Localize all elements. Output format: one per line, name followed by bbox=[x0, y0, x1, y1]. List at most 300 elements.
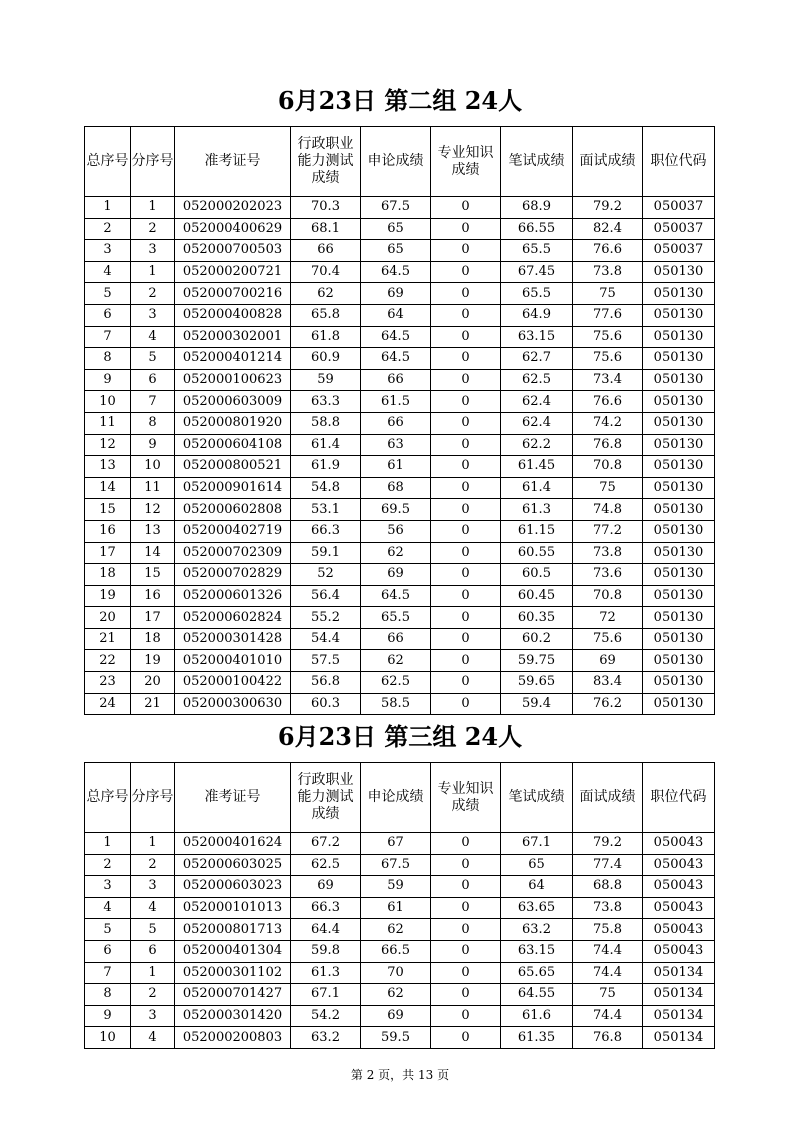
table-row bbox=[85, 962, 715, 984]
cell-written-score: 62.4 bbox=[501, 412, 573, 434]
cell-essay-score: 59.5 bbox=[361, 1027, 431, 1049]
cell-aptitude-score: 59.8 bbox=[291, 940, 361, 962]
cell-position-code: 050130 bbox=[643, 391, 715, 413]
cell-sub-index: 4 bbox=[131, 326, 175, 348]
cell-position-code: 050134 bbox=[643, 962, 715, 984]
cell-professional-score: 0 bbox=[431, 650, 501, 672]
cell-aptitude-score: 61.8 bbox=[291, 326, 361, 348]
cell-position-code: 050130 bbox=[643, 477, 715, 499]
cell-essay-score: 61 bbox=[361, 456, 431, 478]
cell-interview-score: 73.8 bbox=[573, 897, 643, 919]
cell-aptitude-score: 58.8 bbox=[291, 412, 361, 434]
cell-exam-id: 052000400828 bbox=[175, 304, 291, 326]
cell-essay-score: 62 bbox=[361, 650, 431, 672]
cell-sub-index: 14 bbox=[131, 542, 175, 564]
cell-interview-score: 75.6 bbox=[573, 348, 643, 370]
cell-written-score: 65.5 bbox=[501, 283, 573, 305]
cell-interview-score: 75 bbox=[573, 283, 643, 305]
cell-essay-score: 65 bbox=[361, 218, 431, 240]
table-row bbox=[85, 650, 715, 672]
column-header-essay-score: 申论成绩 bbox=[361, 127, 431, 197]
cell-exam-id: 052000701427 bbox=[175, 984, 291, 1006]
cell-interview-score: 74.4 bbox=[573, 940, 643, 962]
cell-interview-score: 74.2 bbox=[573, 412, 643, 434]
cell-interview-score: 68.8 bbox=[573, 876, 643, 898]
cell-interview-score: 76.8 bbox=[573, 434, 643, 456]
cell-aptitude-score: 59 bbox=[291, 369, 361, 391]
cell-total-index: 21 bbox=[85, 628, 131, 650]
cell-exam-id: 052000401214 bbox=[175, 348, 291, 370]
cell-interview-score: 75 bbox=[573, 984, 643, 1006]
cell-aptitude-score: 67.1 bbox=[291, 984, 361, 1006]
cell-written-score: 65.65 bbox=[501, 962, 573, 984]
cell-sub-index: 4 bbox=[131, 897, 175, 919]
cell-sub-index: 1 bbox=[131, 261, 175, 283]
cell-professional-score: 0 bbox=[431, 607, 501, 629]
cell-professional-score: 0 bbox=[431, 283, 501, 305]
cell-essay-score: 65.5 bbox=[361, 607, 431, 629]
cell-exam-id: 052000401304 bbox=[175, 940, 291, 962]
cell-exam-id: 052000700503 bbox=[175, 240, 291, 262]
cell-essay-score: 66 bbox=[361, 369, 431, 391]
table-row bbox=[85, 672, 715, 694]
cell-total-index: 9 bbox=[85, 1005, 131, 1027]
cell-total-index: 17 bbox=[85, 542, 131, 564]
cell-professional-score: 0 bbox=[431, 897, 501, 919]
cell-total-index: 8 bbox=[85, 984, 131, 1006]
table-row bbox=[85, 369, 715, 391]
cell-sub-index: 2 bbox=[131, 218, 175, 240]
cell-essay-score: 66 bbox=[361, 412, 431, 434]
table-header bbox=[85, 763, 715, 833]
cell-essay-score: 64.5 bbox=[361, 585, 431, 607]
cell-position-code: 050130 bbox=[643, 456, 715, 478]
cell-written-score: 61.15 bbox=[501, 520, 573, 542]
cell-essay-score: 62.5 bbox=[361, 672, 431, 694]
cell-exam-id: 052000702829 bbox=[175, 564, 291, 586]
cell-aptitude-score: 68.1 bbox=[291, 218, 361, 240]
cell-exam-id: 052000800521 bbox=[175, 456, 291, 478]
cell-position-code: 050130 bbox=[643, 326, 715, 348]
cell-sub-index: 5 bbox=[131, 348, 175, 370]
cell-sub-index: 3 bbox=[131, 240, 175, 262]
cell-sub-index: 3 bbox=[131, 304, 175, 326]
table-header bbox=[85, 127, 715, 197]
cell-total-index: 7 bbox=[85, 326, 131, 348]
cell-position-code: 050130 bbox=[643, 520, 715, 542]
table-row bbox=[85, 897, 715, 919]
cell-position-code: 050037 bbox=[643, 218, 715, 240]
cell-interview-score: 75.8 bbox=[573, 919, 643, 941]
column-header-professional-score: 专业知识成绩 bbox=[431, 127, 501, 197]
cell-position-code: 050130 bbox=[643, 499, 715, 521]
cell-essay-score: 69.5 bbox=[361, 499, 431, 521]
cell-total-index: 13 bbox=[85, 456, 131, 478]
table-row bbox=[85, 197, 715, 219]
cell-sub-index: 13 bbox=[131, 520, 175, 542]
column-header-essay-score: 申论成绩 bbox=[361, 763, 431, 833]
cell-interview-score: 76.2 bbox=[573, 693, 643, 715]
column-header-aptitude-score: 行政职业能力测试成绩 bbox=[291, 127, 361, 197]
cell-aptitude-score: 70.4 bbox=[291, 261, 361, 283]
cell-professional-score: 0 bbox=[431, 434, 501, 456]
table-row bbox=[85, 520, 715, 542]
cell-written-score: 63.15 bbox=[501, 326, 573, 348]
cell-position-code: 050130 bbox=[643, 542, 715, 564]
cell-total-index: 23 bbox=[85, 672, 131, 694]
cell-essay-score: 61 bbox=[361, 897, 431, 919]
cell-exam-id: 052000702309 bbox=[175, 542, 291, 564]
cell-aptitude-score: 54.2 bbox=[291, 1005, 361, 1027]
cell-position-code: 050130 bbox=[643, 369, 715, 391]
cell-essay-score: 64 bbox=[361, 304, 431, 326]
cell-professional-score: 0 bbox=[431, 672, 501, 694]
table-row bbox=[85, 240, 715, 262]
cell-total-index: 24 bbox=[85, 693, 131, 715]
cell-total-index: 11 bbox=[85, 412, 131, 434]
cell-exam-id: 052000302001 bbox=[175, 326, 291, 348]
cell-written-score: 62.4 bbox=[501, 391, 573, 413]
cell-position-code: 050134 bbox=[643, 1027, 715, 1049]
cell-sub-index: 4 bbox=[131, 1027, 175, 1049]
cell-total-index: 22 bbox=[85, 650, 131, 672]
cell-professional-score: 0 bbox=[431, 693, 501, 715]
cell-total-index: 14 bbox=[85, 477, 131, 499]
cell-written-score: 66.55 bbox=[501, 218, 573, 240]
cell-written-score: 60.35 bbox=[501, 607, 573, 629]
cell-total-index: 3 bbox=[85, 876, 131, 898]
cell-aptitude-score: 69 bbox=[291, 876, 361, 898]
cell-essay-score: 66 bbox=[361, 628, 431, 650]
table-row bbox=[85, 833, 715, 855]
cell-sub-index: 9 bbox=[131, 434, 175, 456]
cell-sub-index: 12 bbox=[131, 499, 175, 521]
cell-aptitude-score: 61.3 bbox=[291, 962, 361, 984]
cell-sub-index: 21 bbox=[131, 693, 175, 715]
cell-written-score: 63.15 bbox=[501, 940, 573, 962]
cell-essay-score: 69 bbox=[361, 283, 431, 305]
cell-position-code: 050043 bbox=[643, 854, 715, 876]
cell-exam-id: 052000400629 bbox=[175, 218, 291, 240]
cell-exam-id: 052000100623 bbox=[175, 369, 291, 391]
cell-aptitude-score: 55.2 bbox=[291, 607, 361, 629]
cell-written-score: 60.2 bbox=[501, 628, 573, 650]
table-row bbox=[85, 477, 715, 499]
cell-essay-score: 64.5 bbox=[361, 348, 431, 370]
cell-exam-id: 052000300630 bbox=[175, 693, 291, 715]
cell-written-score: 67.45 bbox=[501, 261, 573, 283]
cell-written-score: 68.9 bbox=[501, 197, 573, 219]
cell-professional-score: 0 bbox=[431, 499, 501, 521]
cell-position-code: 050037 bbox=[643, 197, 715, 219]
cell-sub-index: 19 bbox=[131, 650, 175, 672]
column-header-exam-id: 准考证号 bbox=[175, 127, 291, 197]
cell-sub-index: 8 bbox=[131, 412, 175, 434]
cell-professional-score: 0 bbox=[431, 940, 501, 962]
table-row bbox=[85, 304, 715, 326]
cell-essay-score: 69 bbox=[361, 564, 431, 586]
cell-total-index: 1 bbox=[85, 833, 131, 855]
cell-total-index: 19 bbox=[85, 585, 131, 607]
cell-interview-score: 69 bbox=[573, 650, 643, 672]
cell-total-index: 10 bbox=[85, 391, 131, 413]
cell-aptitude-score: 66.3 bbox=[291, 897, 361, 919]
cell-written-score: 61.45 bbox=[501, 456, 573, 478]
cell-written-score: 60.5 bbox=[501, 564, 573, 586]
cell-interview-score: 73.8 bbox=[573, 542, 643, 564]
cell-essay-score: 65 bbox=[361, 240, 431, 262]
cell-aptitude-score: 60.9 bbox=[291, 348, 361, 370]
cell-professional-score: 0 bbox=[431, 520, 501, 542]
table-row bbox=[85, 693, 715, 715]
table-row bbox=[85, 919, 715, 941]
column-header-sub-index: 分序号 bbox=[131, 127, 175, 197]
cell-position-code: 050130 bbox=[643, 607, 715, 629]
cell-written-score: 65.5 bbox=[501, 240, 573, 262]
cell-aptitude-score: 54.4 bbox=[291, 628, 361, 650]
cell-interview-score: 70.8 bbox=[573, 456, 643, 478]
cell-interview-score: 70.8 bbox=[573, 585, 643, 607]
cell-interview-score: 74.4 bbox=[573, 1005, 643, 1027]
cell-total-index: 5 bbox=[85, 283, 131, 305]
cell-aptitude-score: 67.2 bbox=[291, 833, 361, 855]
cell-aptitude-score: 53.1 bbox=[291, 499, 361, 521]
cell-total-index: 1 bbox=[85, 197, 131, 219]
cell-interview-score: 74.8 bbox=[573, 499, 643, 521]
group-title-3: 6月23日 第三组 24人 bbox=[277, 722, 523, 751]
cell-written-score: 61.3 bbox=[501, 499, 573, 521]
cell-written-score: 62.5 bbox=[501, 369, 573, 391]
cell-position-code: 050134 bbox=[643, 1005, 715, 1027]
cell-aptitude-score: 56.4 bbox=[291, 585, 361, 607]
table-row bbox=[85, 564, 715, 586]
cell-professional-score: 0 bbox=[431, 984, 501, 1006]
column-header-total-index: 总序号 bbox=[85, 127, 131, 197]
cell-essay-score: 67 bbox=[361, 833, 431, 855]
cell-position-code: 050043 bbox=[643, 919, 715, 941]
cell-sub-index: 6 bbox=[131, 940, 175, 962]
cell-aptitude-score: 63.2 bbox=[291, 1027, 361, 1049]
cell-position-code: 050130 bbox=[643, 434, 715, 456]
cell-aptitude-score: 57.5 bbox=[291, 650, 361, 672]
cell-total-index: 4 bbox=[85, 897, 131, 919]
cell-interview-score: 76.8 bbox=[573, 1027, 643, 1049]
cell-written-score: 60.45 bbox=[501, 585, 573, 607]
cell-aptitude-score: 60.3 bbox=[291, 693, 361, 715]
cell-professional-score: 0 bbox=[431, 197, 501, 219]
cell-interview-score: 75.6 bbox=[573, 628, 643, 650]
cell-essay-score: 58.5 bbox=[361, 693, 431, 715]
cell-professional-score: 0 bbox=[431, 833, 501, 855]
cell-sub-index: 16 bbox=[131, 585, 175, 607]
cell-total-index: 16 bbox=[85, 520, 131, 542]
cell-professional-score: 0 bbox=[431, 456, 501, 478]
cell-total-index: 3 bbox=[85, 240, 131, 262]
table-row bbox=[85, 876, 715, 898]
cell-aptitude-score: 61.4 bbox=[291, 434, 361, 456]
cell-aptitude-score: 64.4 bbox=[291, 919, 361, 941]
cell-exam-id: 052000200803 bbox=[175, 1027, 291, 1049]
table-row bbox=[85, 283, 715, 305]
cell-essay-score: 67.5 bbox=[361, 854, 431, 876]
cell-exam-id: 052000402719 bbox=[175, 520, 291, 542]
cell-professional-score: 0 bbox=[431, 348, 501, 370]
table-row bbox=[85, 854, 715, 876]
cell-interview-score: 74.4 bbox=[573, 962, 643, 984]
cell-position-code: 050130 bbox=[643, 650, 715, 672]
cell-essay-score: 68 bbox=[361, 477, 431, 499]
cell-essay-score: 64.5 bbox=[361, 261, 431, 283]
cell-sub-index: 18 bbox=[131, 628, 175, 650]
table-row bbox=[85, 261, 715, 283]
cell-sub-index: 2 bbox=[131, 854, 175, 876]
cell-written-score: 63.2 bbox=[501, 919, 573, 941]
cell-written-score: 61.35 bbox=[501, 1027, 573, 1049]
cell-total-index: 10 bbox=[85, 1027, 131, 1049]
cell-interview-score: 77.4 bbox=[573, 854, 643, 876]
cell-exam-id: 052000603023 bbox=[175, 876, 291, 898]
cell-interview-score: 76.6 bbox=[573, 240, 643, 262]
cell-sub-index: 3 bbox=[131, 1005, 175, 1027]
cell-position-code: 050130 bbox=[643, 628, 715, 650]
cell-total-index: 5 bbox=[85, 919, 131, 941]
cell-professional-score: 0 bbox=[431, 261, 501, 283]
cell-exam-id: 052000604108 bbox=[175, 434, 291, 456]
cell-exam-id: 052000602808 bbox=[175, 499, 291, 521]
group-2-table bbox=[84, 126, 715, 715]
cell-written-score: 62.7 bbox=[501, 348, 573, 370]
cell-essay-score: 67.5 bbox=[361, 197, 431, 219]
column-header-aptitude-score: 行政职业能力测试成绩 bbox=[291, 763, 361, 833]
cell-exam-id: 052000801920 bbox=[175, 412, 291, 434]
column-header-written-score: 笔试成绩 bbox=[501, 127, 573, 197]
cell-position-code: 050130 bbox=[643, 672, 715, 694]
cell-written-score: 59.65 bbox=[501, 672, 573, 694]
cell-professional-score: 0 bbox=[431, 542, 501, 564]
cell-total-index: 9 bbox=[85, 369, 131, 391]
cell-professional-score: 0 bbox=[431, 585, 501, 607]
cell-position-code: 050043 bbox=[643, 897, 715, 919]
cell-exam-id: 052000401010 bbox=[175, 650, 291, 672]
cell-professional-score: 0 bbox=[431, 628, 501, 650]
cell-essay-score: 63 bbox=[361, 434, 431, 456]
cell-total-index: 18 bbox=[85, 564, 131, 586]
cell-aptitude-score: 65.8 bbox=[291, 304, 361, 326]
cell-essay-score: 69 bbox=[361, 1005, 431, 1027]
table-row bbox=[85, 542, 715, 564]
cell-essay-score: 62 bbox=[361, 542, 431, 564]
cell-aptitude-score: 61.9 bbox=[291, 456, 361, 478]
column-header-exam-id: 准考证号 bbox=[175, 763, 291, 833]
cell-position-code: 050130 bbox=[643, 261, 715, 283]
cell-professional-score: 0 bbox=[431, 1005, 501, 1027]
cell-exam-id: 052000202023 bbox=[175, 197, 291, 219]
cell-total-index: 2 bbox=[85, 854, 131, 876]
cell-interview-score: 75 bbox=[573, 477, 643, 499]
table-row bbox=[85, 940, 715, 962]
cell-interview-score: 75.6 bbox=[573, 326, 643, 348]
cell-aptitude-score: 62.5 bbox=[291, 854, 361, 876]
cell-interview-score: 72 bbox=[573, 607, 643, 629]
cell-professional-score: 0 bbox=[431, 564, 501, 586]
cell-total-index: 8 bbox=[85, 348, 131, 370]
cell-sub-index: 20 bbox=[131, 672, 175, 694]
cell-total-index: 6 bbox=[85, 304, 131, 326]
cell-position-code: 050130 bbox=[643, 564, 715, 586]
cell-sub-index: 7 bbox=[131, 391, 175, 413]
cell-written-score: 65 bbox=[501, 854, 573, 876]
cell-interview-score: 77.6 bbox=[573, 304, 643, 326]
cell-written-score: 61.6 bbox=[501, 1005, 573, 1027]
cell-sub-index: 17 bbox=[131, 607, 175, 629]
cell-position-code: 050130 bbox=[643, 304, 715, 326]
column-header-interview-score: 面试成绩 bbox=[573, 763, 643, 833]
cell-exam-id: 052000601326 bbox=[175, 585, 291, 607]
cell-exam-id: 052000301420 bbox=[175, 1005, 291, 1027]
cell-aptitude-score: 66 bbox=[291, 240, 361, 262]
cell-essay-score: 59 bbox=[361, 876, 431, 898]
cell-essay-score: 64.5 bbox=[361, 326, 431, 348]
cell-essay-score: 61.5 bbox=[361, 391, 431, 413]
cell-sub-index: 11 bbox=[131, 477, 175, 499]
cell-professional-score: 0 bbox=[431, 391, 501, 413]
cell-sub-index: 2 bbox=[131, 283, 175, 305]
cell-position-code: 050130 bbox=[643, 585, 715, 607]
cell-position-code: 050043 bbox=[643, 833, 715, 855]
cell-total-index: 4 bbox=[85, 261, 131, 283]
cell-interview-score: 82.4 bbox=[573, 218, 643, 240]
cell-total-index: 12 bbox=[85, 434, 131, 456]
cell-sub-index: 2 bbox=[131, 984, 175, 1006]
table-row bbox=[85, 348, 715, 370]
cell-position-code: 050130 bbox=[643, 693, 715, 715]
cell-aptitude-score: 56.8 bbox=[291, 672, 361, 694]
group-3-table bbox=[84, 762, 715, 1049]
cell-exam-id: 052000100422 bbox=[175, 672, 291, 694]
cell-aptitude-score: 59.1 bbox=[291, 542, 361, 564]
cell-interview-score: 83.4 bbox=[573, 672, 643, 694]
table-row bbox=[85, 628, 715, 650]
cell-written-score: 59.4 bbox=[501, 693, 573, 715]
cell-essay-score: 56 bbox=[361, 520, 431, 542]
cell-exam-id: 052000603025 bbox=[175, 854, 291, 876]
cell-professional-score: 0 bbox=[431, 876, 501, 898]
table-row bbox=[85, 391, 715, 413]
cell-interview-score: 76.6 bbox=[573, 391, 643, 413]
cell-position-code: 050043 bbox=[643, 876, 715, 898]
cell-professional-score: 0 bbox=[431, 962, 501, 984]
cell-essay-score: 62 bbox=[361, 919, 431, 941]
cell-professional-score: 0 bbox=[431, 1027, 501, 1049]
cell-professional-score: 0 bbox=[431, 218, 501, 240]
cell-total-index: 15 bbox=[85, 499, 131, 521]
cell-sub-index: 1 bbox=[131, 833, 175, 855]
cell-exam-id: 052000801713 bbox=[175, 919, 291, 941]
table-row bbox=[85, 499, 715, 521]
cell-position-code: 050130 bbox=[643, 283, 715, 305]
table-row bbox=[85, 1027, 715, 1049]
cell-aptitude-score: 54.8 bbox=[291, 477, 361, 499]
table-row bbox=[85, 456, 715, 478]
table-row bbox=[85, 607, 715, 629]
cell-interview-score: 79.2 bbox=[573, 833, 643, 855]
cell-position-code: 050037 bbox=[643, 240, 715, 262]
cell-written-score: 64.9 bbox=[501, 304, 573, 326]
column-header-position-code: 职位代码 bbox=[643, 127, 715, 197]
cell-professional-score: 0 bbox=[431, 477, 501, 499]
cell-aptitude-score: 52 bbox=[291, 564, 361, 586]
cell-aptitude-score: 62 bbox=[291, 283, 361, 305]
